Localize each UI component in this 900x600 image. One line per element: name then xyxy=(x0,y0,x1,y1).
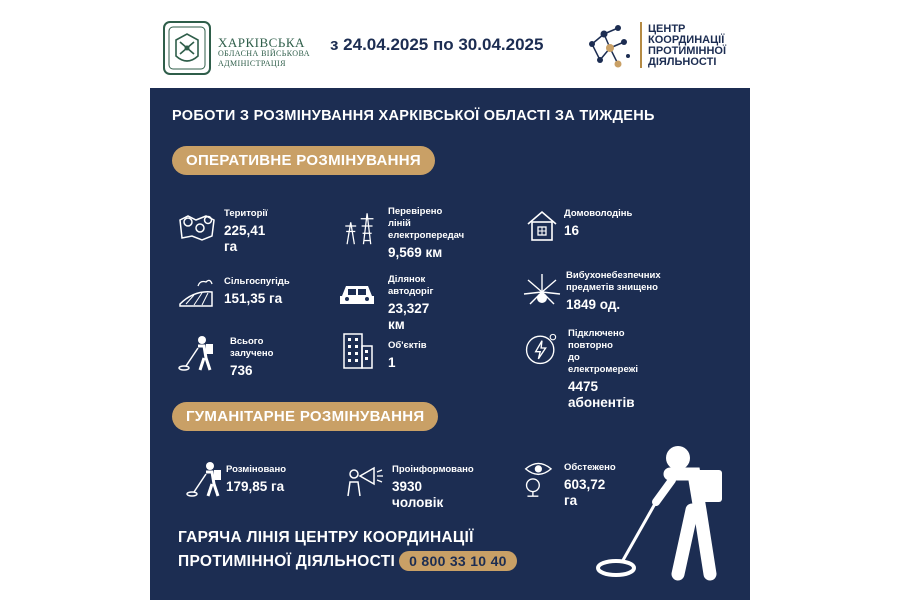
deminer-icon xyxy=(176,334,220,374)
reconnected-label-2: до електромережі xyxy=(568,352,639,375)
power-lines-value: 9,569 км xyxy=(388,245,443,260)
informed-value: 3930 чоловік xyxy=(392,479,444,510)
oda-subtitle-2: АДМІНІСТРАЦІЯ xyxy=(218,59,286,68)
main-title: РОБОТИ З РОЗМІНУВАННЯ ХАРКІВСЬКОЇ ОБЛАСТІ ЗА ТИЖДЕНЬ xyxy=(172,108,655,124)
power-tower-icon xyxy=(336,206,380,246)
objects-label: Об'єктів xyxy=(388,340,427,351)
reconnected-label-1: Підключено повторно xyxy=(568,328,625,351)
ckpd-line-1: ЦЕНТР xyxy=(648,23,686,35)
surveyed-value: 603,72 га xyxy=(564,477,606,508)
roads-label: Ділянок автодоріг xyxy=(388,274,434,297)
ckpd-name xyxy=(648,24,726,68)
car-icon xyxy=(336,272,380,312)
objects-value: 1 xyxy=(388,355,396,370)
hotline-phone[interactable]: 0 800 33 10 40 xyxy=(399,551,517,571)
oda-subtitle-1: ОБЛАСНА ВІЙСЬКОВА xyxy=(218,49,310,58)
surveyed-label: Обстежено xyxy=(564,462,616,473)
field-icon xyxy=(176,274,220,314)
ckpd-network-logo-icon xyxy=(584,20,634,72)
explosion-icon xyxy=(520,270,564,310)
demined-value: 179,85 га xyxy=(226,479,285,494)
infographic-panel xyxy=(150,88,750,600)
power-lines-label-1: Перевірено ліній xyxy=(388,206,443,229)
hotline-line-1: ГАРЯЧА ЛІНІЯ ЦЕНТРУ КООРДИНАЦІЇ xyxy=(178,529,474,546)
households-value: 16 xyxy=(564,223,580,238)
hotline-line-2: ПРОТИМІННОЇ ДІЯЛЬНОСТІ xyxy=(178,553,396,570)
operational-demining-heading: ОПЕРАТИВНЕ РОЗМІНУВАННЯ xyxy=(172,146,435,175)
demined-label: Розміновано xyxy=(226,464,287,475)
explosives-label-1: Вибухонебезпечних xyxy=(566,270,661,281)
deminer-icon xyxy=(184,460,228,500)
hotline-line-2-wrap xyxy=(178,550,517,574)
power-lines-label-2: електропередач xyxy=(388,230,465,241)
date-range: з 24.04.2025 по 30.04.2025 xyxy=(330,35,544,54)
reconnected-value: 4475 абонентів xyxy=(568,379,635,410)
header xyxy=(0,0,900,88)
ckpd-line-3: ПРОТИМІННОЇ xyxy=(648,45,726,57)
electricity-icon xyxy=(520,328,564,368)
building-icon xyxy=(340,332,384,372)
personnel-value: 736 xyxy=(230,363,253,378)
survey-eye-icon xyxy=(520,458,564,498)
farmland-label: Сільгоспугідь xyxy=(224,276,290,287)
farmland-value: 151,35 га xyxy=(224,291,283,306)
map-pins-icon xyxy=(176,206,220,246)
explosives-label-2: предметів знищено xyxy=(566,282,658,293)
deminer-figure-icon xyxy=(590,440,740,590)
oda-coat-of-arms-icon xyxy=(162,20,212,76)
header-divider xyxy=(640,22,642,68)
ckpd-line-2: КООРДИНАЦІЇ xyxy=(648,34,725,46)
oda-name xyxy=(218,36,310,69)
oda-title: ХАРКІВСЬКА xyxy=(218,35,305,50)
informed-label: Проінформовано xyxy=(392,464,474,475)
households-label: Домоволодінь xyxy=(564,208,633,219)
territories-value: 225,41 га xyxy=(224,223,266,254)
megaphone-person-icon xyxy=(344,460,388,500)
personnel-label: Всього залучено xyxy=(230,336,274,359)
roads-value: 23,327 км xyxy=(388,301,430,332)
hotline xyxy=(178,526,517,574)
humanitarian-demining-heading: ГУМАНІТАРНЕ РОЗМІНУВАННЯ xyxy=(172,402,438,431)
house-icon xyxy=(522,206,566,246)
explosives-value: 1849 од. xyxy=(566,297,621,312)
ckpd-line-4: ДІЯЛЬНОСТІ xyxy=(648,56,717,68)
territories-label: Території xyxy=(224,208,268,219)
